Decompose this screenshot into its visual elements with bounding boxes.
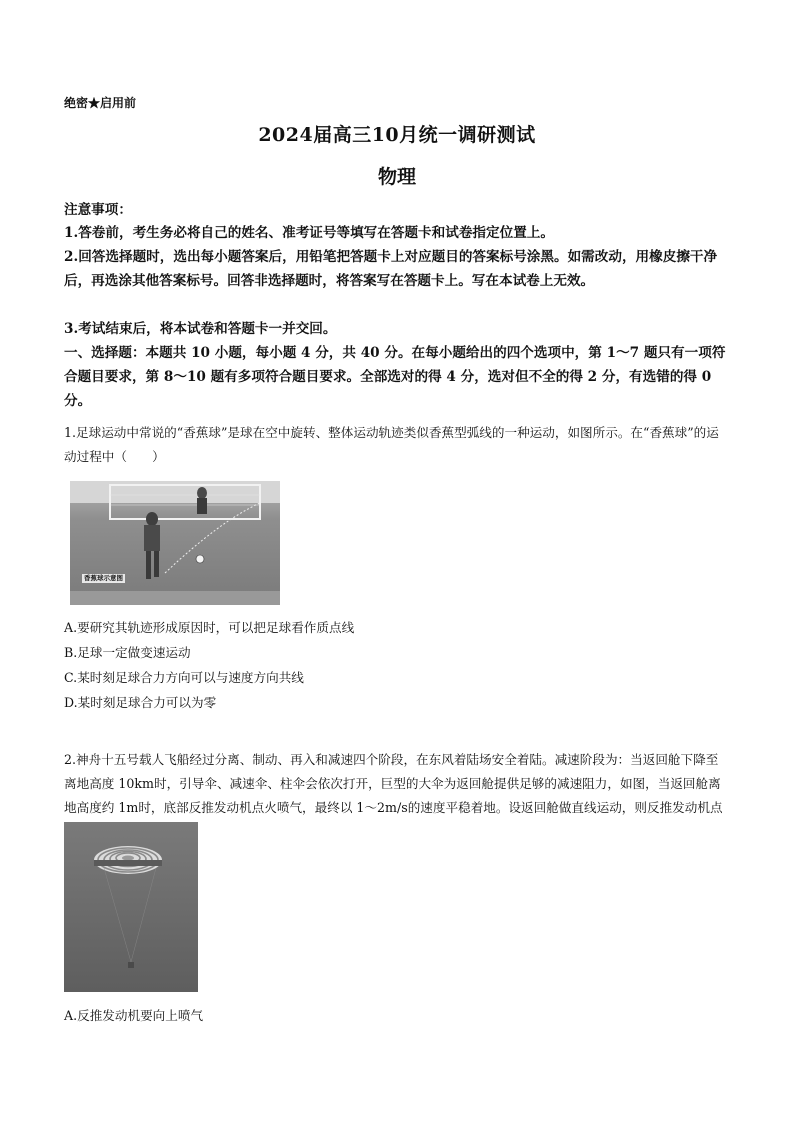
subject-title: 物理 [377, 166, 416, 188]
q1-option-a: A.要研究其轨迹形成原因时，可以把足球看作质点线 [64, 620, 355, 635]
banana-kick-photo [70, 481, 280, 605]
q2-option-a: A.反推发动机要向上喷气 [64, 1008, 204, 1023]
q1-option-d: D.某时刻足球合力可以为零 [64, 695, 217, 710]
figure-caption: 香蕉球示意图 [84, 574, 123, 582]
parachute-illustration [64, 822, 198, 992]
notice-item: 2.回答选择题时，选出每小题答案后，用铅笔把答题卡上对应题目的答案标号涂黑。如需改动，用橡皮擦干净后，再选涂其他答案标号。回答非选择题时，将答案写在答题卡上。写在本试卷上无效。 [64, 249, 718, 289]
secret-label: 绝密★启用前 [64, 96, 137, 110]
q1-option-b: B.足球一定做变速运动 [64, 645, 191, 660]
exam-title: 2024届高三10月统一调研测试 [258, 124, 536, 146]
question-1-stem: 1.足球运动中常说的“香蕉球”是球在空中旋转、整体运动轨迹类似香蕉型弧线的一种运动，如图所示。在“香蕉球”的运动过程中（ ） [64, 425, 719, 464]
notice-item: 1.答卷前，考生务必将自己的姓名、准考证号等填写在答题卡和试卷指定位置上。 [64, 225, 554, 241]
banana-kick-illustration [70, 481, 280, 605]
notice-heading: 注意事项： [64, 202, 132, 218]
notice-item: 3.考试结束后，将本试卷和答题卡一并交回。 [64, 321, 337, 337]
parachute-photo [64, 822, 198, 992]
section-intro: 一、选择题：本题共 10 小题，每小题 4 分，共 40 分。在每小题给出的四个选项中，第 1～7 题只有一项符合题目要求，第 8～10 题有多项符合题目要求。全部选对的得 4 分，选对但不全的得 2 分，有选错的得 0 分。 [64, 345, 726, 409]
question-2-stem: 2.神舟十五号载人飞船经过分离、制动、再入和减速四个阶段，在东风着陆场安全着陆。减速阶段为：当返回舱下降至离地高度 10km时，引导伞、减速伞、柱伞会依次打开，巨型的大伞为返回舱提供足够的减速阻力，如图，当返回舱离地高度约 1m时，底部反推发动机点火喷气，最终以 1～2m/s的速度平稳着地。设返回舱做直线运动，则反推发动机点 [64, 752, 723, 815]
q1-option-c: C.某时刻足球合力方向可以与速度方向共线 [64, 670, 304, 685]
